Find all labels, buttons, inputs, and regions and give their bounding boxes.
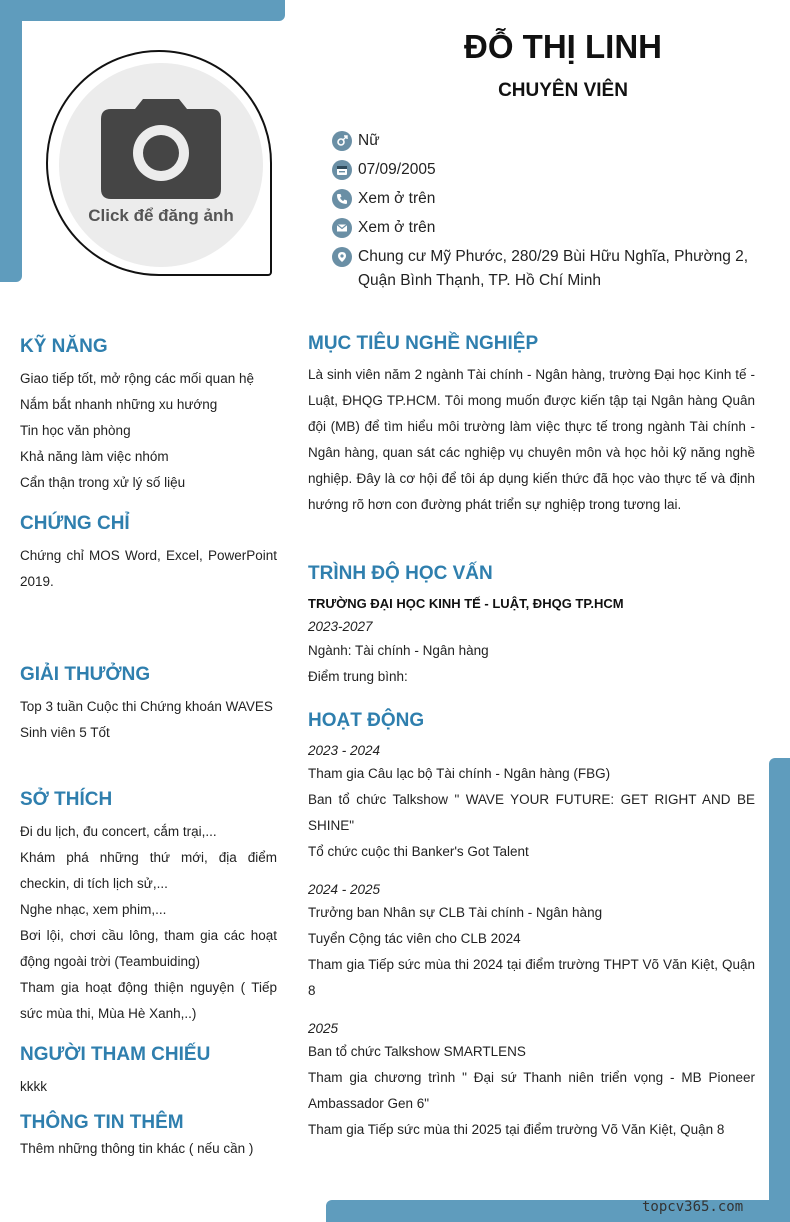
- skills-title: KỸ NĂNG: [20, 336, 108, 357]
- school-name: TRƯỜNG ĐẠI HỌC KINH TẾ - LUẬT, ĐHQG TP.HCM: [308, 596, 624, 611]
- list-item: Tin học văn phòng: [20, 423, 131, 438]
- list-item: Nắm bắt nhanh những xu hướng: [20, 397, 218, 412]
- hobbies-list: [20, 819, 277, 1027]
- contact-email: [332, 218, 762, 240]
- education-major: Ngành: Tài chính - Ngân hàng: [308, 643, 489, 658]
- contact-gender: [332, 131, 762, 153]
- education-title: TRÌNH ĐỘ HỌC VẤN: [308, 563, 493, 584]
- email-value[interactable]: Xem ở trên: [358, 219, 436, 236]
- location-icon: [332, 247, 352, 267]
- activity-items: [308, 761, 755, 865]
- watermark: topcv365.com: [642, 1199, 744, 1215]
- phone-icon: [332, 189, 352, 209]
- objective-text: Là sinh viên năm 2 ngành Tài chính - Ngân hàng, trường Đại học Kinh tế - Luật, ĐHQG TP.HCM. Tôi mong muốn được kiến tập tại Ngân hàng Quân đội (MB) để tìm hiểu môi trường làm việc thực tế trong ngành Tài chính - Ngân hàng, quan sát các nghiệp vụ chuyên môn và học hỏi kỹ năng nghề nghiệp. Đây là cơ hội để tôi áp dụng kiến thức đã học vào thực tế và định hướng rõ hơn con đường phát triển sự nghiệp trong tương lai.: [308, 367, 755, 512]
- contact-phone: [332, 189, 762, 211]
- gender-value: Nữ: [358, 132, 380, 149]
- list-item: Tham gia chương trình " Đại sứ Thanh niên triển vọng - MB Pioneer Ambassador Gen 6": [308, 1070, 755, 1111]
- certificates-title: CHỨNG CHỈ: [20, 513, 130, 534]
- list-item: Ban tổ chức Talkshow " WAVE YOUR FUTURE: GET RIGHT AND BE SHINE": [308, 792, 755, 833]
- list-item: Sinh viên 5 Tốt: [20, 725, 110, 740]
- list-item: Tuyển Cộng tác viên cho CLB 2024: [308, 931, 521, 946]
- activity-items: [308, 900, 755, 1004]
- contact-list: [332, 131, 762, 300]
- list-item: Khám phá những thứ mới, địa điểm checkin, di tích lịch sử,...: [20, 850, 277, 891]
- list-item: Tham gia Tiếp sức mùa thi 2025 tại điểm trường Võ Văn Kiệt, Quận 8: [308, 1122, 725, 1137]
- dob-value: 07/09/2005: [358, 161, 436, 178]
- references-text: kkkk: [20, 1079, 47, 1094]
- candidate-title: CHUYÊN VIÊN: [498, 80, 628, 101]
- education-period: 2023-2027: [308, 619, 373, 634]
- activities-title: HOẠT ĐỘNG: [308, 710, 425, 731]
- education-block: [308, 594, 755, 690]
- address-value: Chung cư Mỹ Phước, 280/29 Bùi Hữu Nghĩa, Phường 2, Quận Bình Thạnh, TP. Hồ Chí Minh: [358, 248, 749, 289]
- activity-group: [308, 880, 755, 1004]
- photo-upload-caption[interactable]: Click để đăng ảnh: [88, 206, 234, 225]
- list-item: Giao tiếp tốt, mở rộng các mối quan hệ: [20, 371, 254, 386]
- awards-title: GIẢI THƯỞNG: [20, 664, 151, 685]
- phone-value[interactable]: Xem ở trên: [358, 190, 436, 207]
- list-item: Nghe nhạc, xem phim,...: [20, 902, 167, 917]
- activity-period: 2024 - 2025: [308, 882, 381, 897]
- list-item: Trưởng ban Nhân sự CLB Tài chính - Ngân hàng: [308, 905, 603, 920]
- calendar-icon: [332, 160, 352, 180]
- references-title: NGƯỜI THAM CHIẾU: [20, 1044, 211, 1065]
- skills-list: [20, 366, 277, 496]
- education-gpa: Điểm trung bình:: [308, 669, 408, 684]
- contact-address: [332, 247, 762, 293]
- objective-title: MỤC TIÊU NGHỀ NGHIỆP: [308, 333, 539, 354]
- list-item: Top 3 tuần Cuộc thi Chứng khoán WAVES: [20, 699, 273, 714]
- list-item: Tổ chức cuộc thi Banker's Got Talent: [308, 844, 529, 859]
- list-item: Tham gia Câu lạc bộ Tài chính - Ngân hàng (FBG): [308, 766, 611, 781]
- extra-info-text: Thêm những thông tin khác ( nếu cần ): [20, 1141, 254, 1156]
- email-icon: [332, 218, 352, 238]
- list-item: Cẩn thận trong xử lý số liệu: [20, 475, 186, 490]
- list-item: Khả năng làm việc nhóm: [20, 449, 169, 464]
- activity-items: [308, 1039, 755, 1143]
- hobbies-title: SỞ THÍCH: [20, 789, 113, 810]
- certificates-text: Chứng chỉ MOS Word, Excel, PowerPoint 2019.: [20, 548, 277, 589]
- activity-period: 2025: [308, 1021, 339, 1036]
- candidate-name: ĐỖ THỊ LINH: [464, 28, 662, 65]
- contact-dob: [332, 160, 762, 182]
- activity-period: 2023 - 2024: [308, 743, 381, 758]
- list-item: Tham gia hoạt động thiện nguyện ( Tiếp sức mùa thi, Mùa Hè Xanh,..): [20, 980, 277, 1021]
- camera-icon: [99, 93, 223, 201]
- awards-list: [20, 694, 277, 746]
- gender-icon: [332, 131, 352, 151]
- activity-group: [308, 1019, 755, 1143]
- extra-info-title: THÔNG TIN THÊM: [20, 1112, 184, 1133]
- frame-top-left-bar: [0, 0, 285, 21]
- avatar-frame[interactable]: [46, 50, 272, 276]
- avatar[interactable]: [59, 63, 263, 267]
- frame-right-bar: [769, 758, 790, 1222]
- activity-group: [308, 741, 755, 865]
- frame-left-bar: [0, 0, 22, 282]
- list-item: Bơi lội, chơi cầu lông, tham gia các hoạt động ngoài trời (Teambuiding): [20, 928, 277, 969]
- list-item: Đi du lịch, đu concert, cắm trại,...: [20, 824, 217, 839]
- list-item: Ban tổ chức Talkshow SMARTLENS: [308, 1044, 526, 1059]
- list-item: Tham gia Tiếp sức mùa thi 2024 tại điểm trường THPT Võ Văn Kiệt, Quận 8: [308, 957, 755, 998]
